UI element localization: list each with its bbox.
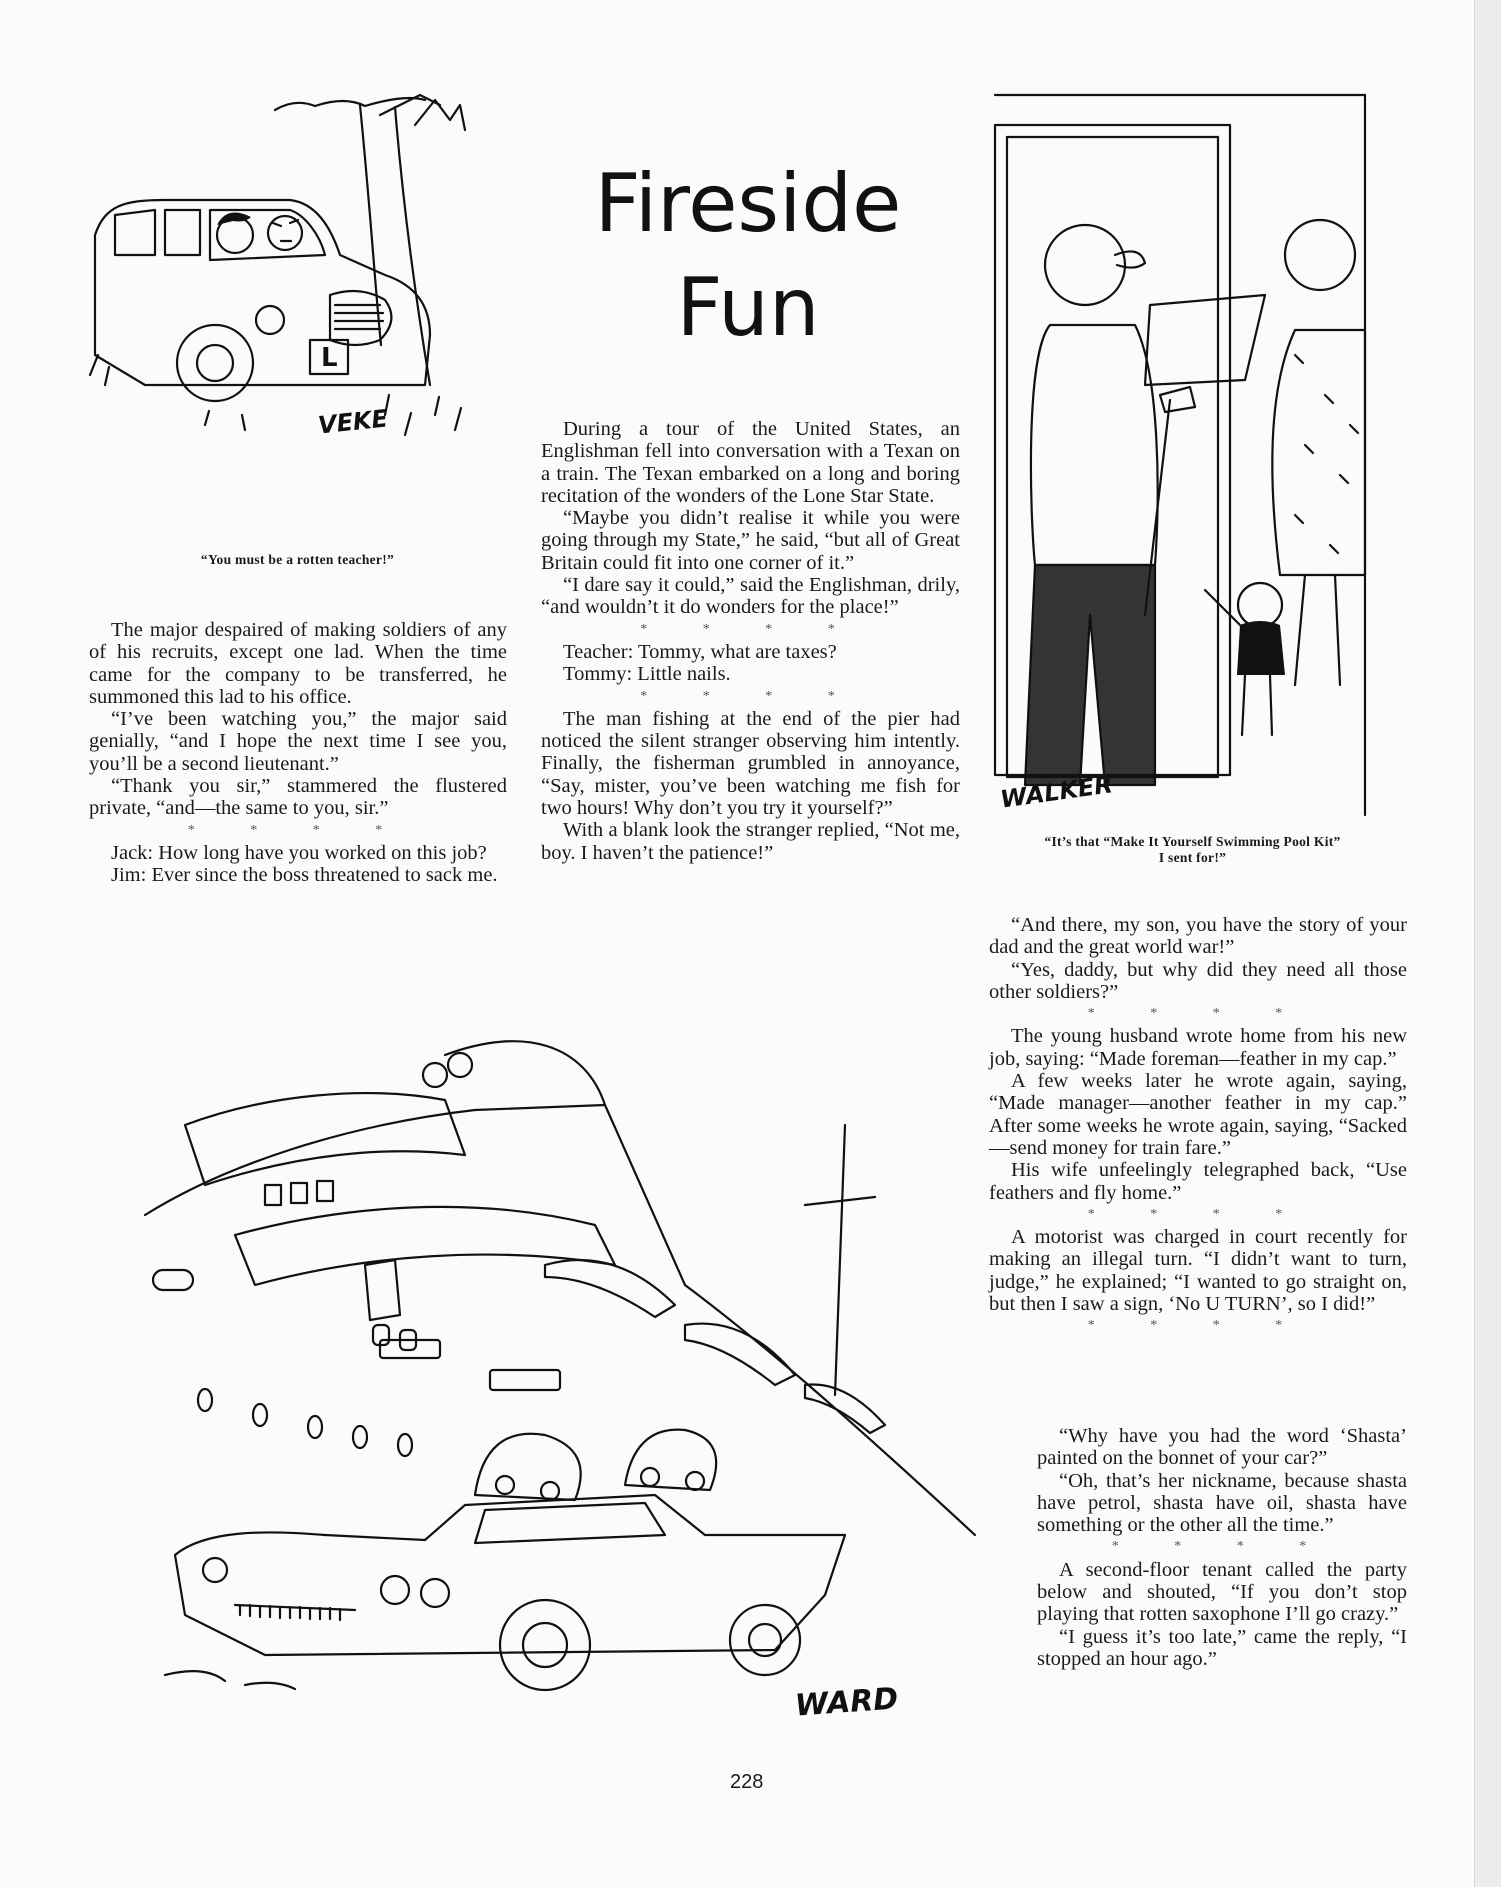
paragraph: Teacher: Tommy, what are taxes? (563, 640, 837, 663)
paragraph: The major despaired of making soldiers of any of his recruits, except one lad. When the time came for the company to be transferred, he summoned this lad to his office. (89, 619, 507, 708)
paragraph: Jim: Ever since the boss threatened to sack me. (111, 864, 498, 887)
paragraph: “Oh, that’s her nickname, because shasta have petrol, shasta have oil, shasta have something or the other all the time.” (1037, 1469, 1407, 1537)
paragraph: During a tour of the United States, an Englishman fell into conversation with a Texan on a train. The Texan embarked on a long and boring recitation of the wonders of the Lone Star State. (541, 418, 960, 507)
paragraph: The man fishing at the end of the pier had noticed the silent stranger observing him intently. Finally, the fisherman grumbled in annoyance, “Say, mister, you’ve been watching me fish for two hours! Why don’t you try it yourself?” (541, 707, 960, 820)
section-divider: * * * * (1087, 1206, 1309, 1222)
door-cartoon (995, 95, 1395, 815)
section-divider: * * * * (187, 822, 409, 838)
paragraph: A motorist was charged in court recently for making an illegal turn. “I didn’t want to turn, judge,” he explained; “I wanted to go straight on, but then I saw a sign, ‘No U TURN’, so I did!” (989, 1226, 1407, 1316)
car-cartoon-signature: VEKE (316, 404, 390, 440)
section-divider: * * * * (640, 621, 861, 637)
page-edge (1474, 0, 1501, 1887)
car-cartoon-caption: “You must be a rotten teacher!” (200, 552, 395, 567)
door-cartoon-caption (985, 834, 1400, 866)
section-divider: * * * * (1087, 1318, 1309, 1334)
paragraph: His wife unfeelingly telegraphed back, “Use feathers and fly home.” (989, 1159, 1407, 1204)
car-cartoon (85, 85, 505, 525)
door-caption-line-2: I sent for!” (1158, 850, 1227, 865)
paragraph: A few weeks later he wrote again, saying, “Made manager—another feather in my cap.” After some weeks he wrote again, saying, “Sacked—send money for train fare.” (989, 1070, 1407, 1159)
paragraph: Jack: How long have you worked on this job? (111, 841, 487, 864)
page-number: 228 (730, 1771, 764, 1793)
title-line-2: Fun (676, 261, 820, 354)
paragraph: “Thank you sir,” stammered the flustered private, “and—the same to you, sir.” (89, 775, 507, 820)
door-cartoon-signature: WALKER (998, 770, 1115, 814)
l-plate-letter: L (321, 343, 338, 373)
paragraph: “I guess it’s too late,” came the reply, “I stopped an hour ago.” (1037, 1625, 1407, 1670)
right-narrow-column (1037, 1425, 1407, 1670)
paragraph: “Maybe you didn’t realise it while you were going through my State,” he said, “but all of Great Britain could fit into one corner of it.” (541, 507, 960, 574)
paragraph: “And there, my son, you have the story of your dad and the great world war!” (989, 914, 1407, 959)
page-title (568, 152, 928, 360)
paragraph: “Yes, daddy, but why did they need all those other soldiers?” (989, 958, 1407, 1003)
right-column (989, 914, 1407, 1338)
paragraph: With a blank look the stranger replied, “Not me, boy. I haven’t the patience!” (541, 819, 960, 864)
middle-column (541, 418, 960, 864)
left-column (89, 619, 507, 887)
door-caption-line-1: “It’s that “Make It Yourself Swimming Pool Kit” (1044, 834, 1341, 849)
paragraph: “Why have you had the word ‘Shasta’ painted on the bonnet of your car?” (1037, 1425, 1407, 1470)
paragraph: “I’ve been watching you,” the major said genially, “and I hope the next time I see you, you’ll be a second lieutenant.” (89, 708, 507, 775)
section-divider: * * * * (1087, 1006, 1309, 1022)
paragraph: Tommy: Little nails. (563, 663, 731, 686)
paragraph: A second-floor tenant called the party below and shouted, “If you don’t stop playing that rotten saxophone I’ll go crazy.” (1037, 1558, 1407, 1626)
ship-cartoon-signature: WARD (793, 1681, 900, 1724)
title-line-1: Fireside (594, 157, 902, 250)
section-divider: * * * * (640, 688, 861, 704)
ship-cartoon (145, 1015, 975, 1745)
paragraph: The young husband wrote home from his new job, saying: “Made foreman—feather in my cap.” (989, 1025, 1407, 1070)
paragraph: “I dare say it could,” said the Englishman, drily, “and wouldn’t it do wonders for the place!” (541, 574, 960, 619)
section-divider: * * * * (1111, 1539, 1333, 1555)
